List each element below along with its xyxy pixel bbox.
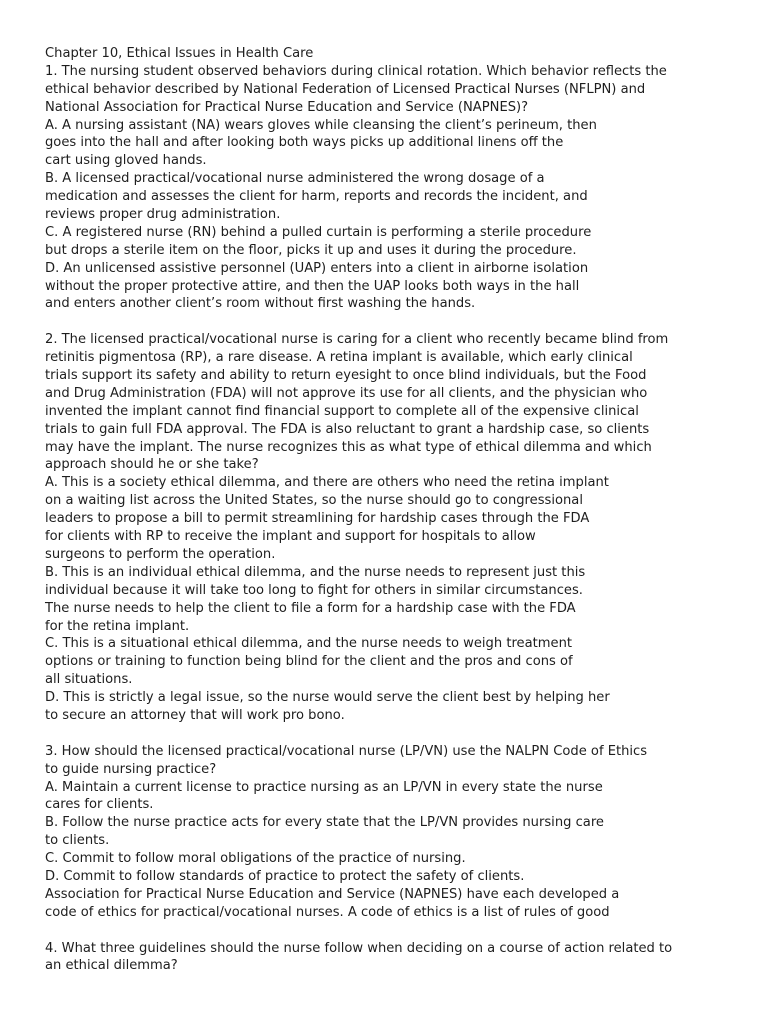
text-line: for the retina implant. [45, 618, 190, 634]
paragraph [45, 331, 735, 725]
text-line: reviews proper drug administration. [45, 207, 281, 223]
text-line: code of ethics for practical/vocational nurses. A code of ethics is a list of rules of good [45, 904, 610, 920]
text-line: to secure an attorney that will work pro bono. [45, 707, 345, 723]
text-line: National Association for Practical Nurse Education and Service (NAPNES)? [45, 99, 529, 115]
text-line: B. A licensed practical/vocational nurse administered the wrong dosage of a [45, 171, 545, 187]
text-line: B. This is an individual ethical dilemma, and the nurse needs to represent just this [45, 564, 586, 580]
text-line: D. This is strictly a legal issue, so the nurse would serve the client best by helping her [45, 690, 610, 706]
text-line: may have the implant. The nurse recognizes this as what type of ethical dilemma and which [45, 439, 652, 455]
text-line: goes into the hall and after looking both ways picks up additional linens off the [45, 135, 564, 151]
text-line: B. Follow the nurse practice acts for every state that the LP/VN provides nursing care [45, 815, 604, 831]
text-line: medication and assesses the client for harm, reports and records the incident, and [45, 189, 588, 205]
text-line: all situations. [45, 672, 133, 688]
text-line: C. Commit to follow moral obligations of the practice of nursing. [45, 851, 466, 867]
text-line: without the proper protective attire, and then the UAP looks both ways in the hall [45, 278, 580, 294]
text-line: options or training to function being blind for the client and the pros and cons of [45, 654, 573, 670]
paragraph [45, 743, 735, 922]
text-line: D. Commit to follow standards of practice to protect the safety of clients. [45, 868, 525, 884]
text-line: surgeons to perform the operation. [45, 546, 276, 562]
text-line: Chapter 10, Ethical Issues in Health Care [45, 46, 314, 61]
text-line: leaders to propose a bill to permit streamlining for hardship cases through the FDA [45, 511, 590, 527]
text-line: 2. The licensed practical/vocational nurse is caring for a client who recently became blind from [45, 332, 669, 348]
text-line: Association for Practical Nurse Education and Service (NAPNES) have each developed a [45, 886, 620, 902]
text-line: A. A nursing assistant (NA) wears gloves while cleansing the client’s perineum, then [45, 117, 597, 133]
paragraph [45, 45, 735, 313]
text-line: ethical behavior described by National Federation of Licensed Practical Nurses (NFLPN) and [45, 81, 646, 97]
text-line: 4. What three guidelines should the nurse follow when deciding on a course of action related to [45, 940, 673, 956]
text-line: but drops a sterile item on the floor, picks it up and uses it during the procedure. [45, 242, 577, 258]
text-line: trials support its safety and ability to return eyesight to once blind individuals, but the Food [45, 368, 647, 384]
text-line: to guide nursing practice? [45, 761, 217, 777]
text-line: C. This is a situational ethical dilemma, and the nurse needs to weigh treatment [45, 636, 573, 652]
text-line: A. This is a society ethical dilemma, and there are others who need the retina implant [45, 475, 609, 491]
text-line: retinitis pigmentosa (RP), a rare disease. A retina implant is available, which early clinical [45, 350, 633, 366]
text-line: on a waiting list across the United States, so the nurse should go to congressional [45, 493, 583, 509]
paragraph-gap [45, 922, 735, 940]
text-line: individual because it will take too long to fight for others in similar circumstances. [45, 582, 583, 598]
text-line: cares for clients. [45, 797, 154, 813]
text-line: invented the implant cannot find financial support to complete all of the expensive clinical [45, 403, 639, 419]
paragraph [45, 940, 735, 976]
text-line: C. A registered nurse (RN) behind a pulled curtain is performing a sterile procedure [45, 224, 592, 240]
text-line: an ethical dilemma? [45, 958, 178, 974]
paragraph-gap [45, 725, 735, 743]
text-line: approach should he or she take? [45, 457, 259, 473]
text-line: to clients. [45, 833, 110, 849]
text-line: and enters another client’s room without first washing the hands. [45, 296, 476, 312]
text-line: The nurse needs to help the client to file a form for a hardship case with the FDA [45, 600, 576, 616]
paragraph-gap [45, 313, 735, 331]
text-line: trials to gain full FDA approval. The FDA is also reluctant to grant a hardship case, so clients [45, 421, 650, 437]
text-line: A. Maintain a current license to practice nursing as an LP/VN in every state the nurse [45, 779, 603, 795]
document-page [45, 45, 735, 975]
text-line: cart using gloved hands. [45, 153, 207, 169]
text-line: and Drug Administration (FDA) will not approve its use for all clients, and the physician who [45, 385, 648, 401]
text-line: for clients with RP to receive the implant and support for hospitals to allow [45, 529, 536, 545]
text-line: 3. How should the licensed practical/vocational nurse (LP/VN) use the NALPN Code of Ethics [45, 743, 648, 759]
text-line: 1. The nursing student observed behaviors during clinical rotation. Which behavior reflects the [45, 63, 667, 79]
document-body [45, 45, 735, 975]
text-line: D. An unlicensed assistive personnel (UAP) enters into a client in airborne isolation [45, 260, 589, 276]
